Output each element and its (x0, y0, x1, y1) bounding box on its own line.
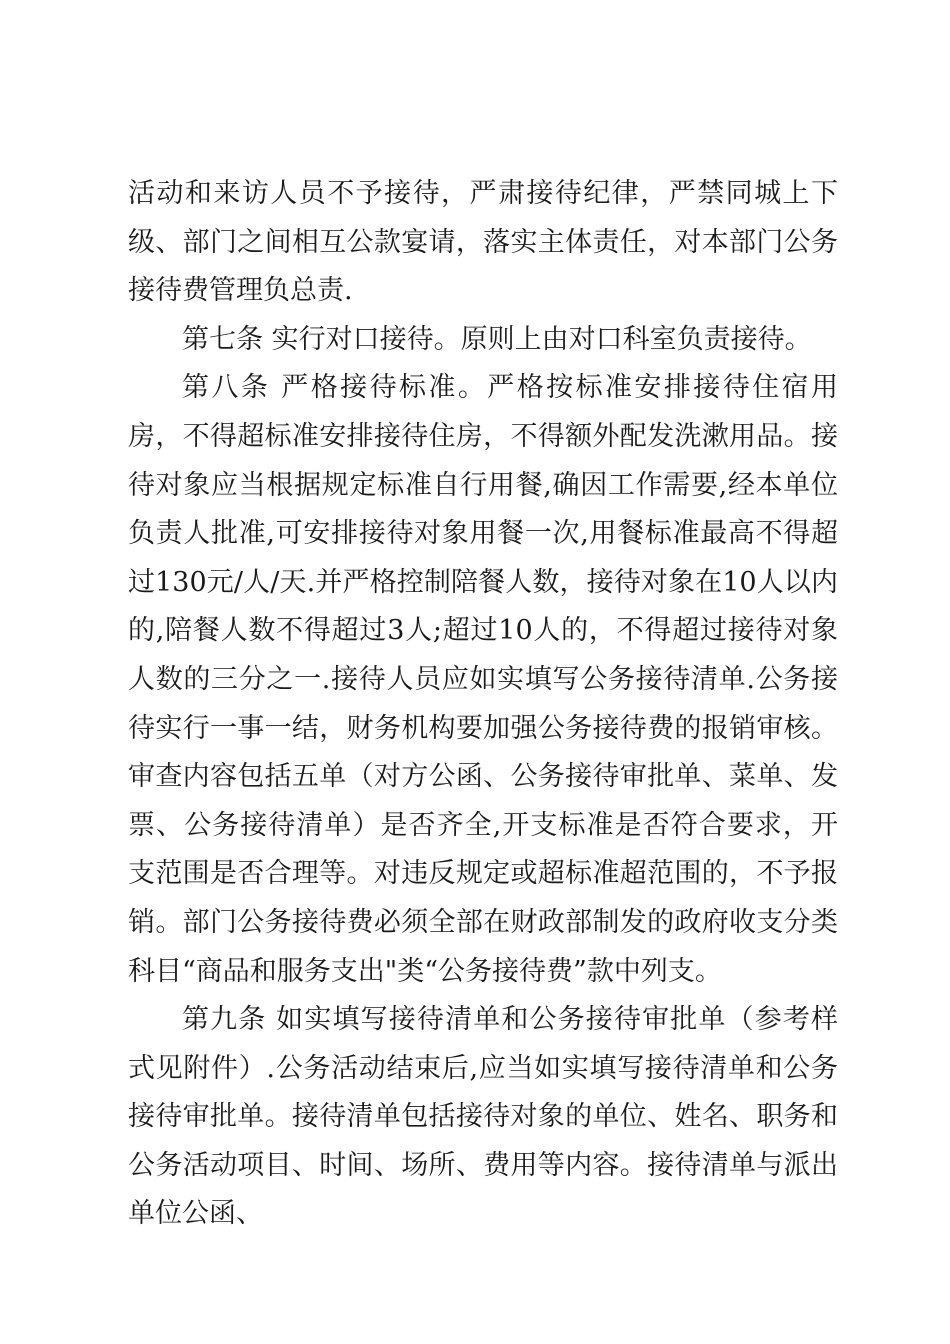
paragraph-continuation: 活动和来访人员不予接待，严肃接待纪律，严禁同城上下级、部门之间相互公款宴请，落实主体责任，对本部门公务接待费管理负总责. (128, 178, 838, 307)
paragraph-article-8: 第八条 严格接待标准。严格按标准安排接待住宿用房，不得超标准安排接待住房，不得额外配发洗漱用品。接待对象应当根据规定标准自行用餐,确因工作需要,经本单位负责人批准,可安排接待对象用餐一次,用餐标准最高不得超过130元/人/天.并严格控制陪餐人数，接待对象在10人以内的,陪餐人数不得超过3人;超过10人的，不得超过接待对象人数的三分之一.接待人员应如实填写公务接待清单.公务接待实行一事一结，财务机构要加强公务接待费的报销审核。审查内容包括五单（对方公函、公务接待审批单、菜单、发票、公务接待清单）是否齐全,开支标准是否符合要求，开支范围是否合理等。对违反规定或超标准超范围的，不予报销。部门公务接待费必须全部在财政部制发的政府收支分类科目“商品和服务支出"类“公务接待费”款中列支。 (128, 372, 838, 987)
paragraph-article-9: 第九条 如实填写接待清单和公务接待审批单（参考样式见附件）.公务活动结束后,应当如实填写接待清单和公务接待审批单。接待清单包括接待对象的单位、姓名、职务和公务活动项目、时间、场所、费用等内容。接待清单与派出单位公函、 (128, 1004, 838, 1230)
document-body (128, 170, 838, 1239)
paragraph-article-7: 第七条 实行对口接待。原则上由对口科室负责接待。 (182, 323, 812, 355)
